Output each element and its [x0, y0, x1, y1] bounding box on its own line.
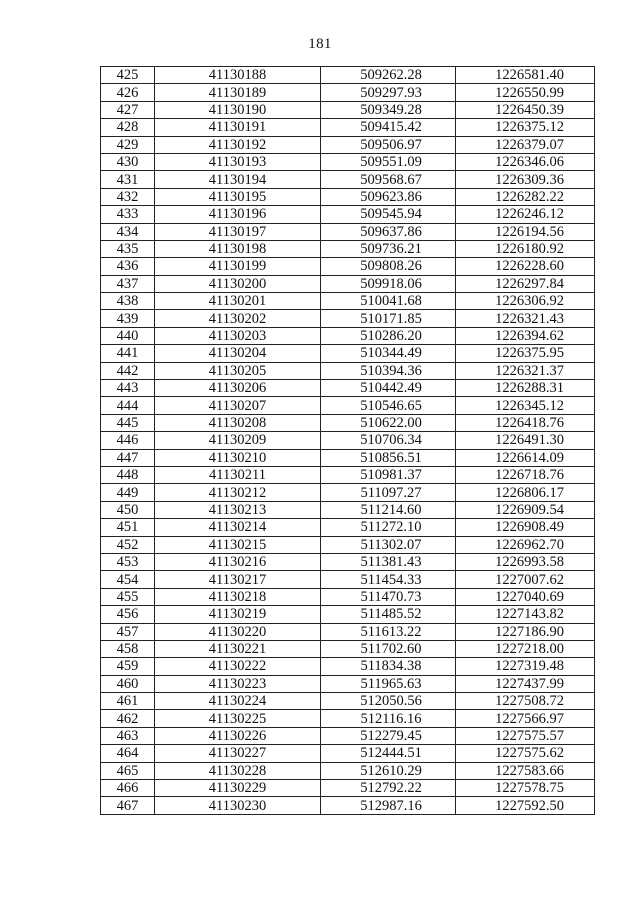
table-row: [101, 362, 595, 379]
point-code-cell: 41130226: [155, 727, 321, 744]
row-number-cell: 458: [101, 640, 155, 657]
row-number-cell: 443: [101, 380, 155, 397]
table-row: [101, 519, 595, 536]
point-code-cell: 41130196: [155, 206, 321, 223]
row-number-cell: 437: [101, 275, 155, 292]
table-row: [101, 780, 595, 797]
point-code-cell: 41130213: [155, 501, 321, 518]
table-row: [101, 640, 595, 657]
row-number-cell: 460: [101, 675, 155, 692]
table-row: [101, 258, 595, 275]
point-code-cell: 41130229: [155, 780, 321, 797]
row-number-cell: 428: [101, 119, 155, 136]
y-coordinate-cell: 1226180.92: [456, 240, 595, 257]
x-coordinate-cell: 510286.20: [321, 327, 456, 344]
point-code-cell: 41130190: [155, 101, 321, 118]
y-coordinate-cell: 1227583.66: [456, 762, 595, 779]
y-coordinate-cell: 1226550.99: [456, 84, 595, 101]
point-code-cell: 41130202: [155, 310, 321, 327]
row-number-cell: 459: [101, 658, 155, 675]
row-number-cell: 440: [101, 327, 155, 344]
y-coordinate-cell: 1227566.97: [456, 710, 595, 727]
x-coordinate-cell: 510546.65: [321, 397, 456, 414]
y-coordinate-cell: 1226962.70: [456, 536, 595, 553]
point-code-cell: 41130220: [155, 623, 321, 640]
x-coordinate-cell: 509551.09: [321, 153, 456, 170]
point-code-cell: 41130211: [155, 466, 321, 483]
y-coordinate-cell: 1227319.48: [456, 658, 595, 675]
point-code-cell: 41130224: [155, 693, 321, 710]
y-coordinate-cell: 1227578.75: [456, 780, 595, 797]
point-code-cell: 41130215: [155, 536, 321, 553]
x-coordinate-cell: 511702.60: [321, 640, 456, 657]
y-coordinate-cell: 1226614.09: [456, 449, 595, 466]
point-code-cell: 41130193: [155, 153, 321, 170]
y-coordinate-cell: 1227575.62: [456, 745, 595, 762]
row-number-cell: 454: [101, 571, 155, 588]
point-code-cell: 41130218: [155, 588, 321, 605]
table-row: [101, 745, 595, 762]
row-number-cell: 425: [101, 67, 155, 84]
table-row: [101, 206, 595, 223]
point-code-cell: 41130206: [155, 380, 321, 397]
point-code-cell: 41130216: [155, 553, 321, 570]
x-coordinate-cell: 510171.85: [321, 310, 456, 327]
x-coordinate-cell: 511214.60: [321, 501, 456, 518]
table-row: [101, 449, 595, 466]
x-coordinate-cell: 512279.45: [321, 727, 456, 744]
table-row: [101, 240, 595, 257]
y-coordinate-cell: 1227040.69: [456, 588, 595, 605]
point-code-cell: 41130227: [155, 745, 321, 762]
row-number-cell: 455: [101, 588, 155, 605]
row-number-cell: 442: [101, 362, 155, 379]
point-code-cell: 41130208: [155, 414, 321, 431]
row-number-cell: 435: [101, 240, 155, 257]
row-number-cell: 434: [101, 223, 155, 240]
point-code-cell: 41130207: [155, 397, 321, 414]
row-number-cell: 457: [101, 623, 155, 640]
row-number-cell: 439: [101, 310, 155, 327]
y-coordinate-cell: 1226379.07: [456, 136, 595, 153]
table-row: [101, 675, 595, 692]
x-coordinate-cell: 512116.16: [321, 710, 456, 727]
row-number-cell: 451: [101, 519, 155, 536]
x-coordinate-cell: 509506.97: [321, 136, 456, 153]
x-coordinate-cell: 509415.42: [321, 119, 456, 136]
row-number-cell: 436: [101, 258, 155, 275]
y-coordinate-cell: 1226581.40: [456, 67, 595, 84]
row-number-cell: 467: [101, 797, 155, 814]
y-coordinate-cell: 1226306.92: [456, 293, 595, 310]
x-coordinate-cell: 509808.26: [321, 258, 456, 275]
row-number-cell: 447: [101, 449, 155, 466]
table-row: [101, 484, 595, 501]
coordinates-table-body: [101, 67, 595, 815]
table-row: [101, 101, 595, 118]
point-code-cell: 41130199: [155, 258, 321, 275]
coordinates-table: [100, 66, 595, 815]
point-code-cell: 41130205: [155, 362, 321, 379]
x-coordinate-cell: 511454.33: [321, 571, 456, 588]
y-coordinate-cell: 1226718.76: [456, 466, 595, 483]
point-code-cell: 41130222: [155, 658, 321, 675]
y-coordinate-cell: 1227143.82: [456, 606, 595, 623]
row-number-cell: 430: [101, 153, 155, 170]
row-number-cell: 445: [101, 414, 155, 431]
y-coordinate-cell: 1226491.30: [456, 432, 595, 449]
point-code-cell: 41130214: [155, 519, 321, 536]
table-row: [101, 432, 595, 449]
x-coordinate-cell: 511272.10: [321, 519, 456, 536]
table-row: [101, 588, 595, 605]
row-number-cell: 450: [101, 501, 155, 518]
x-coordinate-cell: 511834.38: [321, 658, 456, 675]
table-row: [101, 727, 595, 744]
table-row: [101, 571, 595, 588]
y-coordinate-cell: 1226309.36: [456, 171, 595, 188]
x-coordinate-cell: 510442.49: [321, 380, 456, 397]
x-coordinate-cell: 511381.43: [321, 553, 456, 570]
table-row: [101, 310, 595, 327]
point-code-cell: 41130210: [155, 449, 321, 466]
table-row: [101, 623, 595, 640]
x-coordinate-cell: 511302.07: [321, 536, 456, 553]
point-code-cell: 41130189: [155, 84, 321, 101]
x-coordinate-cell: 512792.22: [321, 780, 456, 797]
point-code-cell: 41130197: [155, 223, 321, 240]
table-row: [101, 606, 595, 623]
x-coordinate-cell: 510622.00: [321, 414, 456, 431]
row-number-cell: 463: [101, 727, 155, 744]
x-coordinate-cell: 512444.51: [321, 745, 456, 762]
point-code-cell: 41130223: [155, 675, 321, 692]
x-coordinate-cell: 509545.94: [321, 206, 456, 223]
row-number-cell: 464: [101, 745, 155, 762]
point-code-cell: 41130194: [155, 171, 321, 188]
point-code-cell: 41130191: [155, 119, 321, 136]
x-coordinate-cell: 511965.63: [321, 675, 456, 692]
y-coordinate-cell: 1227592.50: [456, 797, 595, 814]
x-coordinate-cell: 509349.28: [321, 101, 456, 118]
y-coordinate-cell: 1226297.84: [456, 275, 595, 292]
table-row: [101, 553, 595, 570]
x-coordinate-cell: 512987.16: [321, 797, 456, 814]
y-coordinate-cell: 1226375.95: [456, 345, 595, 362]
x-coordinate-cell: 511470.73: [321, 588, 456, 605]
x-coordinate-cell: 509568.67: [321, 171, 456, 188]
table-row: [101, 275, 595, 292]
y-coordinate-cell: 1226450.39: [456, 101, 595, 118]
x-coordinate-cell: 511485.52: [321, 606, 456, 623]
x-coordinate-cell: 511097.27: [321, 484, 456, 501]
table-row: [101, 153, 595, 170]
point-code-cell: 41130203: [155, 327, 321, 344]
x-coordinate-cell: 512050.56: [321, 693, 456, 710]
table-row: [101, 797, 595, 814]
point-code-cell: 41130219: [155, 606, 321, 623]
row-number-cell: 465: [101, 762, 155, 779]
row-number-cell: 432: [101, 188, 155, 205]
y-coordinate-cell: 1227218.00: [456, 640, 595, 657]
x-coordinate-cell: 510856.51: [321, 449, 456, 466]
point-code-cell: 41130192: [155, 136, 321, 153]
row-number-cell: 462: [101, 710, 155, 727]
row-number-cell: 466: [101, 780, 155, 797]
y-coordinate-cell: 1226908.49: [456, 519, 595, 536]
table-row: [101, 188, 595, 205]
table-row: [101, 710, 595, 727]
y-coordinate-cell: 1226282.22: [456, 188, 595, 205]
table-row: [101, 327, 595, 344]
y-coordinate-cell: 1226321.37: [456, 362, 595, 379]
table-row: [101, 84, 595, 101]
table-row: [101, 119, 595, 136]
point-code-cell: 41130201: [155, 293, 321, 310]
y-coordinate-cell: 1226418.76: [456, 414, 595, 431]
point-code-cell: 41130188: [155, 67, 321, 84]
x-coordinate-cell: 510344.49: [321, 345, 456, 362]
x-coordinate-cell: 510394.36: [321, 362, 456, 379]
table-row: [101, 466, 595, 483]
y-coordinate-cell: 1227575.57: [456, 727, 595, 744]
point-code-cell: 41130225: [155, 710, 321, 727]
table-row: [101, 693, 595, 710]
point-code-cell: 41130221: [155, 640, 321, 657]
table-row: [101, 397, 595, 414]
row-number-cell: 429: [101, 136, 155, 153]
x-coordinate-cell: 510041.68: [321, 293, 456, 310]
y-coordinate-cell: 1226345.12: [456, 397, 595, 414]
point-code-cell: 41130230: [155, 797, 321, 814]
y-coordinate-cell: 1227437.99: [456, 675, 595, 692]
x-coordinate-cell: 509262.28: [321, 67, 456, 84]
point-code-cell: 41130204: [155, 345, 321, 362]
x-coordinate-cell: 509637.86: [321, 223, 456, 240]
row-number-cell: 456: [101, 606, 155, 623]
table-row: [101, 380, 595, 397]
y-coordinate-cell: 1226375.12: [456, 119, 595, 136]
y-coordinate-cell: 1227186.90: [456, 623, 595, 640]
table-row: [101, 501, 595, 518]
table-row: [101, 293, 595, 310]
x-coordinate-cell: 509736.21: [321, 240, 456, 257]
table-row: [101, 345, 595, 362]
row-number-cell: 438: [101, 293, 155, 310]
y-coordinate-cell: 1226194.56: [456, 223, 595, 240]
point-code-cell: 41130209: [155, 432, 321, 449]
x-coordinate-cell: 512610.29: [321, 762, 456, 779]
point-code-cell: 41130217: [155, 571, 321, 588]
row-number-cell: 444: [101, 397, 155, 414]
row-number-cell: 461: [101, 693, 155, 710]
table-row: [101, 536, 595, 553]
y-coordinate-cell: 1226909.54: [456, 501, 595, 518]
point-code-cell: 41130228: [155, 762, 321, 779]
row-number-cell: 431: [101, 171, 155, 188]
row-number-cell: 448: [101, 466, 155, 483]
x-coordinate-cell: 509918.06: [321, 275, 456, 292]
point-code-cell: 41130200: [155, 275, 321, 292]
point-code-cell: 41130195: [155, 188, 321, 205]
y-coordinate-cell: 1226346.06: [456, 153, 595, 170]
row-number-cell: 426: [101, 84, 155, 101]
x-coordinate-cell: 510706.34: [321, 432, 456, 449]
table-row: [101, 223, 595, 240]
page-number: 181: [308, 36, 332, 52]
row-number-cell: 441: [101, 345, 155, 362]
table-row: [101, 658, 595, 675]
row-number-cell: 427: [101, 101, 155, 118]
row-number-cell: 452: [101, 536, 155, 553]
y-coordinate-cell: 1226321.43: [456, 310, 595, 327]
table-row: [101, 414, 595, 431]
table-row: [101, 171, 595, 188]
y-coordinate-cell: 1226246.12: [456, 206, 595, 223]
row-number-cell: 446: [101, 432, 155, 449]
point-code-cell: 41130198: [155, 240, 321, 257]
y-coordinate-cell: 1226228.60: [456, 258, 595, 275]
point-code-cell: 41130212: [155, 484, 321, 501]
x-coordinate-cell: 510981.37: [321, 466, 456, 483]
row-number-cell: 453: [101, 553, 155, 570]
y-coordinate-cell: 1227007.62: [456, 571, 595, 588]
x-coordinate-cell: 509623.86: [321, 188, 456, 205]
y-coordinate-cell: 1226993.58: [456, 553, 595, 570]
x-coordinate-cell: 509297.93: [321, 84, 456, 101]
table-row: [101, 762, 595, 779]
table-row: [101, 136, 595, 153]
y-coordinate-cell: 1226394.62: [456, 327, 595, 344]
row-number-cell: 433: [101, 206, 155, 223]
y-coordinate-cell: 1226806.17: [456, 484, 595, 501]
table-row: [101, 67, 595, 84]
y-coordinate-cell: 1227508.72: [456, 693, 595, 710]
row-number-cell: 449: [101, 484, 155, 501]
x-coordinate-cell: 511613.22: [321, 623, 456, 640]
y-coordinate-cell: 1226288.31: [456, 380, 595, 397]
